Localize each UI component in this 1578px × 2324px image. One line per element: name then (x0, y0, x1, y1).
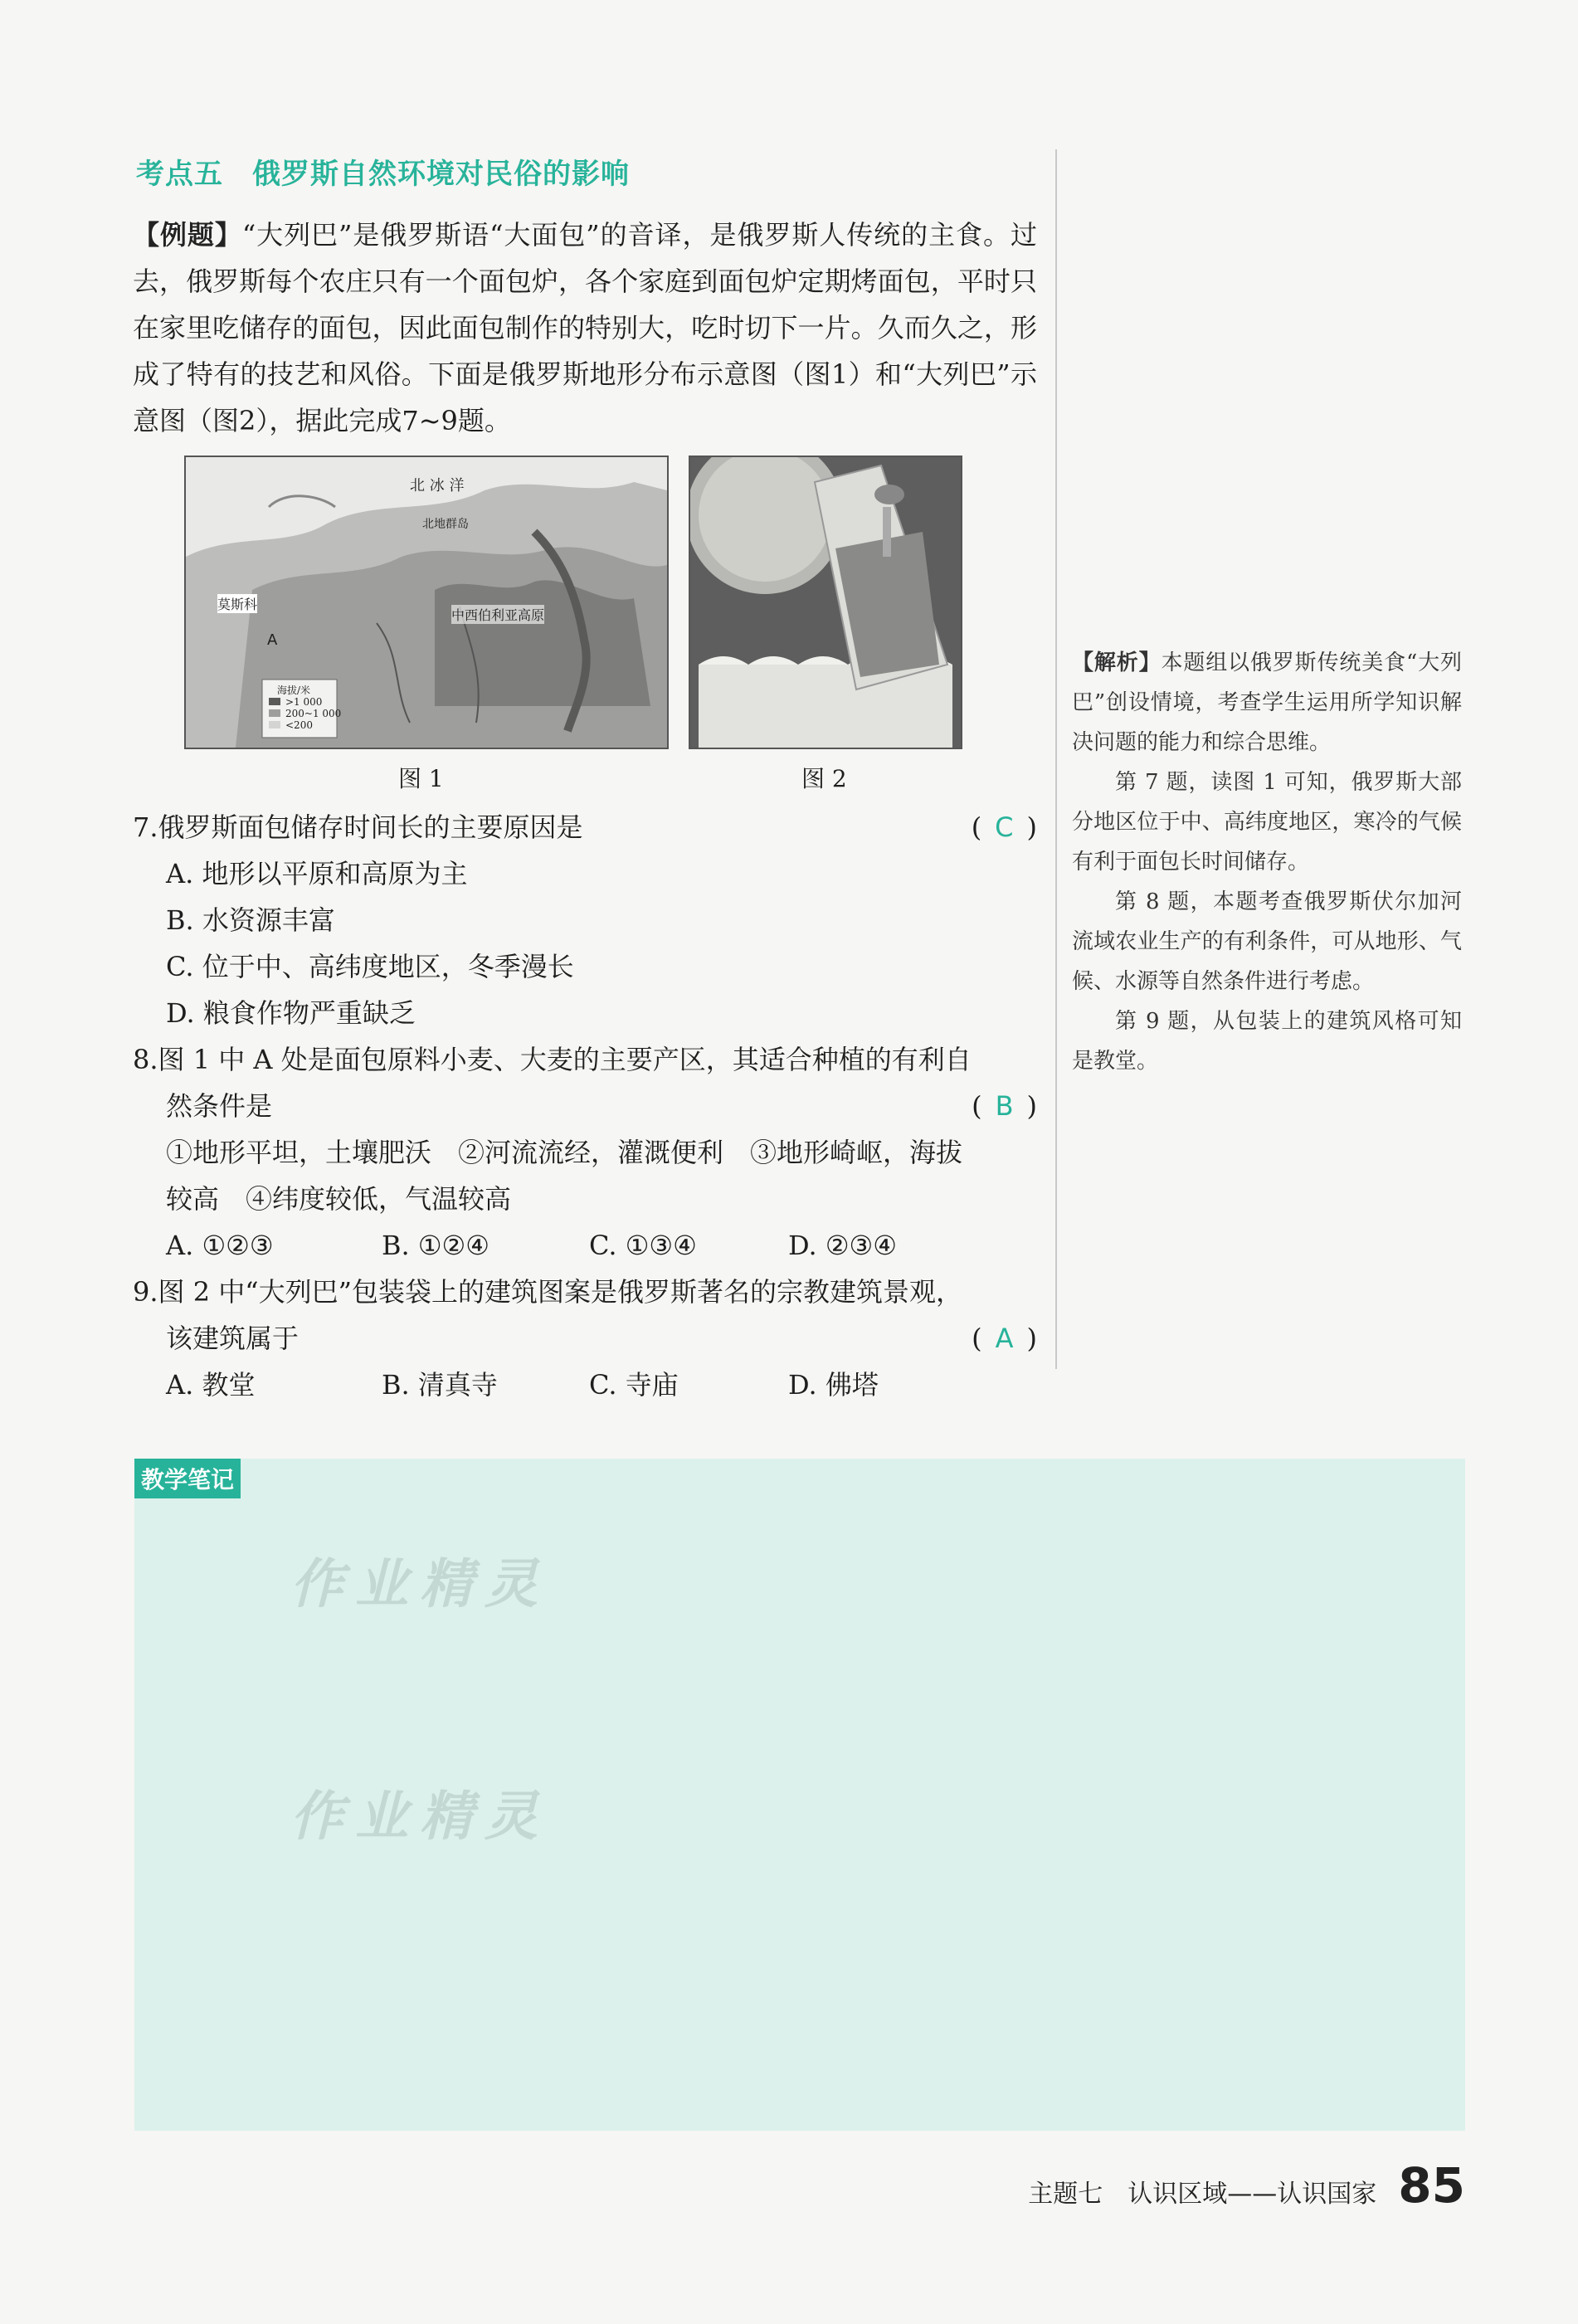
q8-conditions-line1: ①地形平坦，土壤肥沃 ②河流流经，灌溉便利 ③地形崎岖，海拔 (166, 1137, 963, 1168)
bread-photo-graphic (690, 457, 961, 748)
q9-option-c: C. 寺庙 (589, 1369, 679, 1401)
q8-option-a: A. ①②③ (166, 1230, 274, 1261)
q8-option-b: B. ①②④ (382, 1230, 489, 1261)
legend-high: >1 000 (285, 696, 323, 708)
q9-stem-line1: 图 2 中“大列巴”包装袋上的建筑图案是俄罗斯著名的宗教建筑景观， (158, 1276, 962, 1308)
q7-option-b: B. 水资源丰富 (166, 904, 335, 936)
q7-stem: 俄罗斯面包储存时间长的主要原因是 (158, 811, 583, 843)
footer-chapter: 主题七 认识区域——认识国家 (1028, 2180, 1377, 2209)
map-graphic (186, 457, 667, 748)
question-9-line2 (133, 1315, 1037, 1362)
q7-number: 7. (133, 811, 158, 843)
legend-low: <200 (285, 719, 313, 731)
q7-answer: ( C ) (971, 811, 1037, 843)
analysis-text-1: 本题组以俄罗斯传统美食“大列巴”创设情境，考查学生运用所学知识解决问题的能力和综合思维。 (1072, 650, 1462, 755)
fig2-caption: 图 2 (801, 765, 847, 792)
q8-option-c: C. ①③④ (589, 1230, 697, 1261)
question-9 (133, 1269, 1037, 1315)
q9-number: 9. (133, 1276, 158, 1308)
page-footer (1028, 2157, 1465, 2214)
q8-number: 8. (133, 1044, 158, 1075)
column-divider (1055, 149, 1057, 1369)
q9-answer-letter: A (995, 1323, 1014, 1354)
q7-option-d: D. 粮食作物严重缺乏 (166, 997, 416, 1029)
analysis-p1 (1072, 643, 1462, 762)
question-8-line2 (133, 1083, 1037, 1129)
q7-option-a: A. 地形以平原和高原为主 (166, 858, 468, 889)
q8-answer-letter: B (995, 1090, 1014, 1122)
question-8 (133, 1036, 1037, 1083)
q9-options (133, 1362, 1037, 1408)
watermark-2: 作业精灵 (290, 1786, 549, 1848)
q8-options (133, 1222, 1037, 1269)
intro-text: “大列巴”是俄罗斯语“大面包”的音译，是俄罗斯人传统的主食。过去，俄罗斯每个农庄只有一个面包炉，各个家庭到面包炉定期烤面包，平时只在家里吃储存的面包，因此面包制作的特别大，吃时切下一片。久而久之，形成了特有的技艺和风俗。下面是俄罗斯地形分布示意图（图1）和“大列巴”示意图（图2），据此完成7~9题。 (133, 219, 1037, 436)
example-tag: 【例题】 (133, 219, 242, 251)
legend-title: 海拔/米 (277, 685, 311, 696)
map-label-ocean: 北 冰 洋 (410, 477, 465, 495)
q9-stem-line2: 该建筑属于 (166, 1323, 300, 1354)
figures (133, 456, 1037, 804)
q8-stem-line1: 图 1 中 A 处是面包原料小麦、大麦的主要产区，其适合种植的有利自 (158, 1044, 972, 1075)
bread-photo (689, 456, 962, 749)
russia-terrain-map (184, 456, 669, 749)
q8-answer: ( B ) (972, 1090, 1037, 1122)
watermark-1: 作业精灵 (290, 1554, 549, 1615)
q9-option-b: B. 清真寺 (382, 1369, 498, 1401)
q8-option-d: D. ②③④ (788, 1230, 897, 1261)
q9-answer: ( A ) (972, 1323, 1037, 1354)
legend-mid: 200~1 000 (285, 708, 342, 719)
question-7 (133, 804, 1037, 850)
map-label-plateau: 中西伯利亚高原 (451, 605, 544, 624)
q9-option-a: A. 教堂 (166, 1369, 256, 1401)
map-label-moscow: 莫斯科 (217, 594, 257, 613)
fig1-caption: 图 1 (398, 765, 444, 792)
q9-option-d: D. 佛塔 (788, 1369, 879, 1401)
teaching-notes-label: 教学笔记 (134, 1459, 241, 1498)
q7-answer-letter: C (995, 811, 1014, 843)
page-number: 85 (1398, 2157, 1465, 2214)
section-title: 考点五 俄罗斯自然环境对民俗的影响 (136, 158, 630, 191)
analysis-p2: 第 7 题，读图 1 可知，俄罗斯大部分地区位于中、高纬度地区，寒冷的气候有利于面包长时间储存。 (1072, 770, 1462, 875)
q7-option-c: C. 位于中、高纬度地区，冬季漫长 (166, 951, 574, 982)
q8-conditions-line2: 较高 ④纬度较低，气温较高 (166, 1183, 512, 1215)
analysis-p4: 第 9 题，从包装上的建筑风格可知是教堂。 (1072, 1009, 1462, 1074)
map-label-a: A (267, 631, 278, 649)
map-label-island: 北地群岛 (422, 518, 469, 531)
analysis-tag: 【解析】 (1072, 650, 1162, 675)
teaching-notes-area[interactable] (134, 1459, 1465, 2131)
analysis-sidebar (1072, 643, 1462, 1081)
q8-stem-line2: 然条件是 (166, 1090, 273, 1122)
intro-paragraph (133, 212, 1037, 444)
main-column (133, 141, 1037, 1408)
analysis-p3: 第 8 题，本题考查俄罗斯伏尔加河流域农业生产的有利条件，可从地形、气候、水源等自然条件进行考虑。 (1072, 889, 1462, 994)
